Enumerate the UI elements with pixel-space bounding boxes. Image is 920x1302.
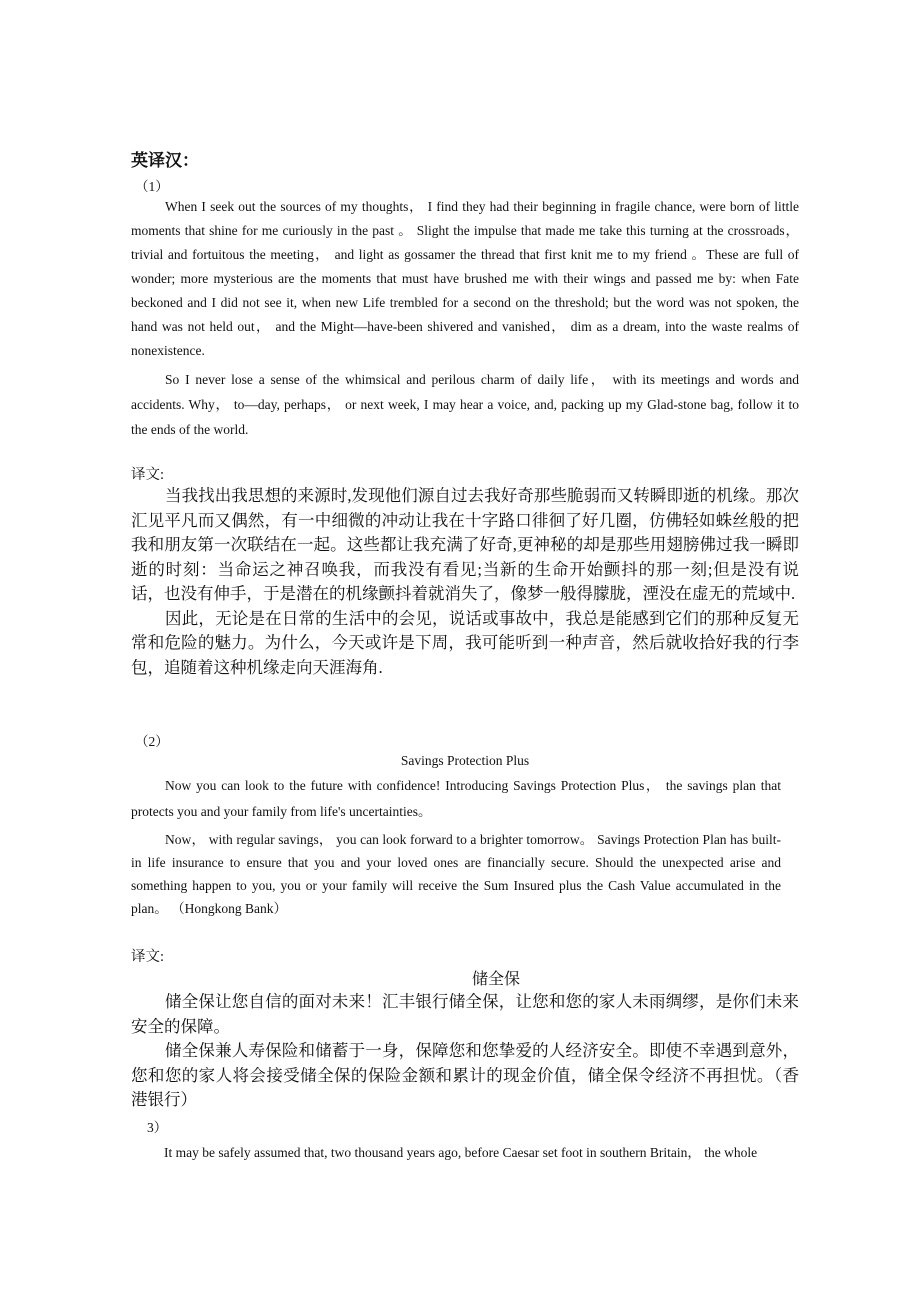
section-3-number: 3） xyxy=(147,1120,168,1135)
section-1-en-paragraph-1: When I seek out the sources of my thoughts， I find they had their beginning in fragile chance, were born of little moments that shine for me curiously in the past 。 Slight the impulse that made me take this turning at the crossroads， trivial and fortuitous the meeting， and light as gossamer the thread that first knit me to my friend 。These are full of wonder; more mysterious are the moments that must have brushed me with their wings and passed me by: when Fate beckoned and I did not see it, when new Life trembled for a second on the threshold; but the word was not spoken, the hand was not held out， and the Might—have-been shivered and vanished， dim as a dream, into the waste realms of nonexistence. xyxy=(131,199,799,358)
page-heading: 英译汉： xyxy=(131,151,199,170)
section-2-translation-label: 译文: xyxy=(131,949,165,965)
section-1-en-paragraph-2: So I never lose a sense of the whimsical and perilous charm of daily life， with its meetings and words and accidents. Why， to—day, perhaps， or next week, I may hear a voice, and, packing up my Glad-stone bag, follow it to the ends of the world. xyxy=(131,372,799,437)
section-1-translation-label: 译文: xyxy=(131,467,165,483)
section-1-english xyxy=(131,195,799,442)
section-1-number: （1） xyxy=(135,179,169,194)
section-2-zh-title: 储全保 xyxy=(471,971,520,988)
section-2-title: Savings Protection Plus xyxy=(400,753,530,768)
section-1-zh-paragraph-1: 当我找出我思想的来源时,发现他们源自过去我好奇那些脆弱而又转瞬即逝的机缘。那次汇见平凡而又偶然，有一中细微的冲动让我在十字路口徘徊了好几圈，仿佛轻如蛛丝般的把我和朋友第一次联结在一起。这些都让我充满了好奇,更神秘的却是那些用翅膀佛过我一瞬即逝的时刻：当命运之神召唤我，而我没有看见;当新的生命开始颤抖的那一刻;但是没有说话，也没有伸手，于是潜在的机缘颤抖着就消失了，像梦一般得朦胧，湮没在虚无的荒域中. xyxy=(131,486,799,603)
section-2-en-paragraph-2: Now， with regular savings， you can look forward to a brighter tomorrow。 Savings Protection Plan has built-in life insurance to ensure that you and your loved ones are financially secure. Should the unexpected arise and something happen to you, you or your family will receive the Sum Insured plus the Cash Value accumulated in the plan。 （Hongkong Bank） xyxy=(131,832,781,916)
section-1-zh-paragraph-2: 因此，无论是在日常的生活中的会见，说话或事故中，我总是能感到它们的那种反复无常和危险的魅力。为什么，今天或许是下周，我可能听到一种声音，然后就收拾好我的行李包，追随着这种机缘走向天涯海角. xyxy=(131,608,799,677)
section-2-number: （2） xyxy=(135,734,169,749)
section-2-english xyxy=(131,773,781,920)
section-3-en-paragraph-1: It may be safely assumed that, two thousand years ago, before Caesar set foot in southern Britain， the whole xyxy=(164,1145,758,1160)
section-2-chinese xyxy=(131,990,799,1113)
section-2-en-paragraph-1: Now you can look to the future with confidence! Introducing Savings Protection Plus， the savings plan that protects you and your family from life's uncertainties。 xyxy=(131,778,781,819)
section-2-zh-paragraph-2: 储全保兼人寿保险和储蓄于一身，保障您和您挚爱的人经济安全。即使不幸遇到意外，您和您的家人将会接受储全保的保险金额和累计的现金价值，储全保令经济不再担忧。（香港银行） xyxy=(131,1041,799,1109)
section-2-zh-paragraph-1: 储全保让您自信的面对未来！汇丰银行储全保，让您和您的家人未雨绸缪，是你们未来安全的保障。 xyxy=(131,992,799,1036)
section-1-chinese xyxy=(131,484,799,680)
